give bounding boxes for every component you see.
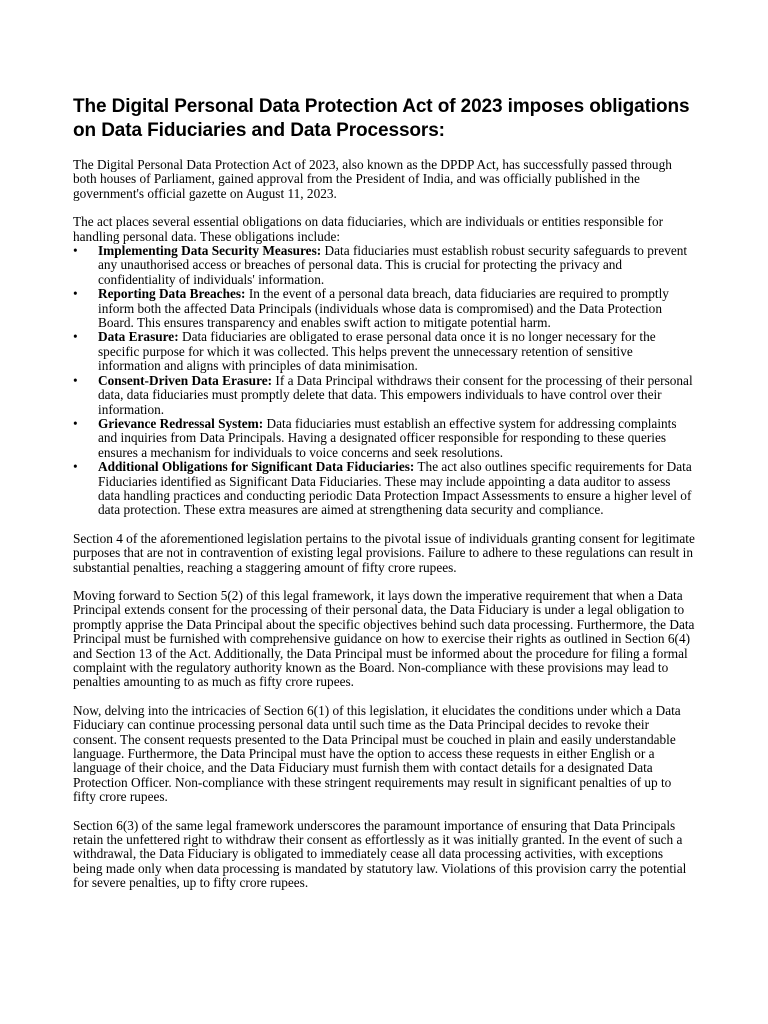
bullet-icon: • <box>73 286 78 302</box>
section-5-2-paragraph: Moving forward to Section 5(2) of this legal framework, it lays down the imperative requirement that when a Data Principal extends consent for the processing of their personal data, the Data Fiduciary is under a legal obligation to promptly apprise the Data Principal about the specific objectives behind such data processing. Furthermore, the Data Principal must be furnished with comprehensive guidance on how to exercise their rights as outlined in Section 6(4) and Section 13 of the Act. Additionally, the Data Principal must be informed about the procedure for filing a formal complaint with the regulatory authority known as the Board. Non-compliance with these provisions may lead to penalties amounting to as much as fifty crore rupees. <box>73 587 695 690</box>
bullet-icon: • <box>73 459 78 475</box>
obligation-text: Data fiduciaries are obligated to erase personal data once it is no longer necessary for the specific purpose for which it was collected. This helps prevent the unnecessary retention of sensitive information and aligns with principles of data minimisation. <box>98 329 656 374</box>
obligation-text: In the event of a personal data breach, data fiduciaries are required to promptly inform both the affected Data Principals (individuals whose data is compromised) and the Data Protection Board. This ensures transparency and enables swift action to mitigate potential harm. <box>98 286 669 331</box>
section-6-3-paragraph: Section 6(3) of the same legal framework underscores the paramount importance of ensuring that Data Principals retain the unfettered right to withdraw their consent as effortlessly as it was initially granted. In the event of such a withdrawal, the Data Fiduciary is obligated to immediately cease all data processing activities, with exceptions being made only when data processing is mandated by statutory law. Violations of this provision carry the potential for severe penalties, up to fifty crore rupees. <box>73 817 687 891</box>
obligation-heading: Data Erasure: <box>98 329 179 345</box>
obligations-intro-paragraph: The act places several essential obligations on data fiduciaries, which are individuals or entities responsible for handling personal data. These obligations include: <box>73 214 664 244</box>
obligation-heading: Consent-Driven Data Erasure: <box>98 372 273 388</box>
list-item <box>73 287 695 330</box>
obligation-heading: Additional Obligations for Significant Data Fiduciaries: <box>98 459 415 475</box>
obligation-text: Data fiduciaries must establish an effective system for addressing complaints and inquiries from Data Principals. Having a designated officer responsible for responding to these queries ensures a mechanism for individuals to voice concerns and seek resolutions. <box>98 415 677 460</box>
intro-paragraph: The Digital Personal Data Protection Act of 2023, also known as the DPDP Act, has successfully passed through both houses of Parliament, gained approval from the President of India, and was officially published in the government's official gazette on August 11, 2023. <box>73 157 672 201</box>
document-body <box>73 95 695 905</box>
obligations-list <box>73 244 695 518</box>
list-item <box>73 330 695 373</box>
section-6-1-paragraph: Now, delving into the intricacies of Section 6(1) of this legislation, it elucidates the conditions under which a Data Fiduciary can continue processing personal data until such time as the Data Principal decides to revoke their consent. The consent requests presented to the Data Principal must be couched in plain and easily understandable language. Furthermore, the Data Principal must have the option to access these requests in either English or a language of their choice, and the Data Fiduciary must furnish them with contact details for a designated Data Protection Officer. Non-compliance with these stringent requirements may result in significant penalties of up to fifty crore rupees. <box>73 702 681 805</box>
list-item <box>73 374 695 417</box>
list-item <box>73 460 695 518</box>
obligation-heading: Reporting Data Breaches: <box>98 286 246 302</box>
bullet-icon: • <box>73 329 78 345</box>
document-title: The Digital Personal Data Protection Act of 2023 imposes obligations on Data Fiduciaries and Data Processors: <box>73 96 690 141</box>
obligation-text: The act also outlines specific requirements for Data Fiduciaries identified as Significant Data Fiduciaries. These may include appointing a data auditor to assess data handling practices and conducting periodic Data Protection Impact Assessments to ensure a higher level of data protection. These extra measures are aimed at strengthening data security and compliance. <box>98 459 692 518</box>
list-item <box>73 244 695 287</box>
list-item <box>73 417 695 460</box>
bullet-icon: • <box>73 372 78 388</box>
section-4-paragraph: Section 4 of the aforementioned legislation pertains to the pivotal issue of individuals granting consent for legitimate purposes that are not in contravention of existing legal provisions. Failure to adhere to these regulations can result in substantial penalties, reaching a staggering amount of fifty crore rupees. <box>73 530 695 575</box>
bullet-icon: • <box>73 243 78 259</box>
obligation-heading: Implementing Data Security Measures: <box>98 243 322 259</box>
obligation-text: Data fiduciaries must establish robust security safeguards to prevent any unauthorised access or breaches of personal data. This is crucial for protecting the privacy and confidentiality of individuals' information. <box>98 243 688 287</box>
obligation-text: If a Data Principal withdraws their consent for the processing of their personal data, data fiduciaries must promptly delete that data. This empowers individuals to have control over their information. <box>98 372 693 417</box>
bullet-icon: • <box>73 415 78 431</box>
obligation-heading: Grievance Redressal System: <box>98 415 264 431</box>
